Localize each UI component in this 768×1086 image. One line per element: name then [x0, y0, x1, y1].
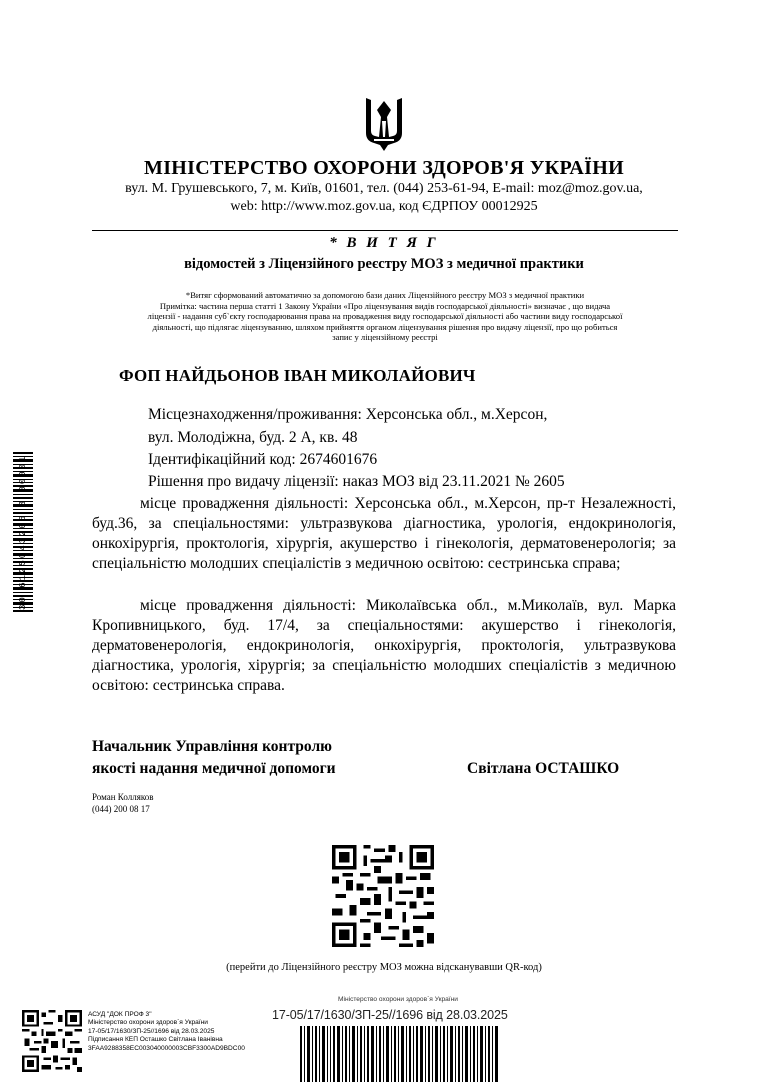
- qr-code-icon[interactable]: [332, 845, 434, 947]
- activity-place-text: місце провадження діяльності: Херсонська обл., м.Херсон, пр-т Незалежності, буд.36, за спеціальностями: ультразвукова діагностика, урологія, ендокринологія, онкохірургія, проктологія, хірургія, акушерство і гінекологія, дерматовенерологія; за спеціальністю молодших спеціалістів з медичною освітою: сестринська справа;: [92, 495, 676, 572]
- licensee-name: ФОП НАЙДЬОНОВ ІВАН МИКОЛАЙОВИЧ: [119, 366, 476, 385]
- stamp-line: Міністерство охорони здоров`я України: [88, 1019, 208, 1027]
- signer-position: Начальник Управління контролю: [92, 738, 332, 755]
- registration-org: Міністерство охорони здоров`я України: [338, 996, 458, 1003]
- e-signature-stamp: [88, 1011, 245, 1053]
- qr-caption: (перейти до Ліцензійного реєстру МОЗ можна відсканувавши QR-код): [226, 962, 542, 973]
- location-street: вул. Молодіжна, буд. 2 А, кв. 48: [148, 429, 358, 446]
- footnote-line: ліцензії - надання суб`єкту господарювання права на провадження виду господарської діяльності або частини виду господарської: [147, 311, 623, 322]
- trident-icon: [360, 95, 408, 153]
- header-divider: [92, 230, 678, 231]
- footnote-line: діяльності, що підлягає ліцензуванню, шляхом прийняття органом ліцензування рішення про видачу ліцензії, про що робиться: [152, 321, 618, 332]
- footnote-line: запис у ліцензійному реєстрі: [332, 332, 438, 343]
- signature-qr-icon: [22, 1010, 82, 1072]
- stamp-line: АСУД "ДОК ПРОФ 3": [88, 1011, 152, 1018]
- document-title: * В И Т Я Г: [329, 235, 439, 251]
- executor-phone: (044) 200 08 17: [92, 804, 150, 814]
- identification-code: Ідентифікаційний код: 2674601676: [148, 451, 378, 468]
- web-line: web: http://www.moz.gov.ua, код ЄДРПОУ 00012925: [230, 199, 538, 214]
- activity-place-paragraph: [92, 596, 676, 696]
- executor-name: Роман Колляков: [92, 792, 154, 802]
- license-decision: Рішення про видачу ліцензії: наказ МОЗ від 23.11.2021 № 2605: [148, 473, 565, 490]
- document-subtitle: відомостей з Ліцензійного реєстру МОЗ з медичної практики: [184, 256, 584, 272]
- signer-position: якості надання медичної допомоги: [92, 760, 336, 777]
- footnote-line: *Витяг сформований автоматично за допомогою бази даних Ліцензійного реєстру МОЗ з медичної практики: [185, 290, 585, 300]
- footnote-line: Примітка: частина перша статті 1 Закону України «Про ліцензування видів господарської діяльності» визначає , що видача: [159, 300, 611, 311]
- registration-barcode-icon: [300, 1026, 500, 1082]
- registration-number: 17-05/17/1630/ЗП-25//1696 від 28.03.2025: [272, 1008, 508, 1022]
- footnote-block: [92, 290, 678, 343]
- stamp-line: 17-05/17/1630/ЗП-25//1696 від 28.03.2025: [88, 1027, 215, 1035]
- activity-place-text: місце провадження діяльності: Миколаївська обл., м.Миколаїв, вул. Марка Кропивницького, буд. 17/4, за спеціальностями: акушерство і гінекологія, дерматовенерологія, ендокринологія, онкохірургія, проктологія, ультразвукова діагностика, урологія, хірургія; за спеціальністю молодших спеціалістів з медичною освітою: сестринська справа.: [92, 597, 676, 694]
- signer-name: Світлана ОСТАШКО: [467, 760, 620, 777]
- address-line: вул. М. Грушевського, 7, м. Київ, 01601, тел. (044) 253-61-94, E-mail: moz@moz.gov.ua,: [125, 181, 643, 196]
- activity-place-paragraph: [92, 494, 676, 574]
- stamp-line: 3FAA9288358EC003040000003CBF3300AD9BDC00: [88, 1044, 245, 1052]
- stamp-line: Підписання КЕП Осташко Світлана Іванівна: [88, 1036, 223, 1044]
- location-line: Місцезнаходження/проживання: Херсонська обл., м.Херсон,: [148, 406, 548, 423]
- side-barcode-digits: 30 6125043206 3 00001: [18, 454, 28, 610]
- ministry-title: МІНІСТЕРСТВО ОХОРОНИ ЗДОРОВ'Я УКРАЇНИ: [144, 157, 624, 179]
